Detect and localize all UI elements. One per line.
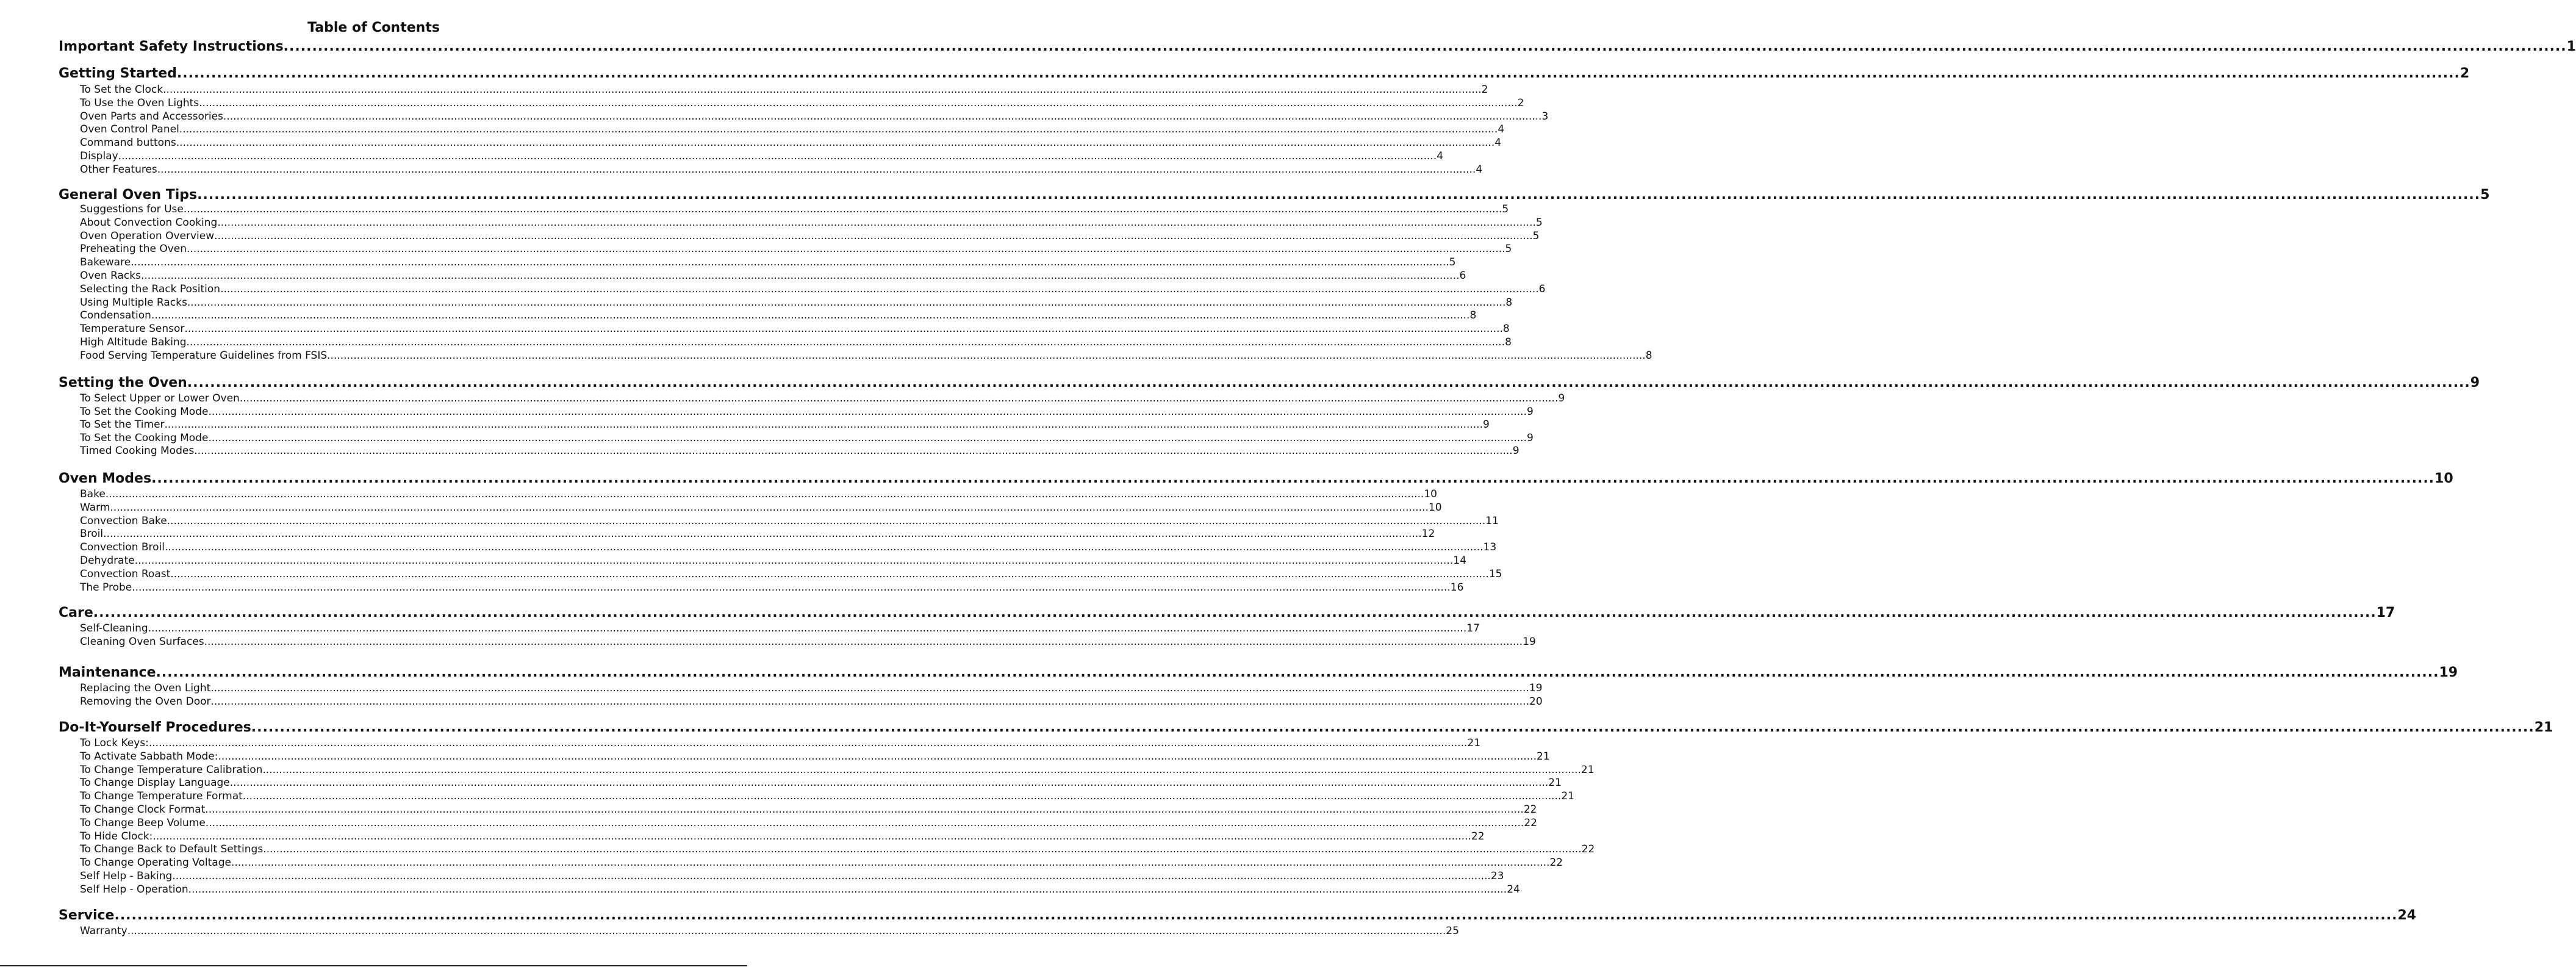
section-page-number: 1 [2566, 39, 2576, 54]
entry-label: Self Help - Operation [80, 883, 188, 896]
toc-entry-to-set-the-cooking-mode[interactable] [80, 405, 1534, 419]
dot-leader: ................................................................................................................................................................................................................................................................................................................................................................................................................ [103, 528, 1422, 540]
entry-page-number: 21 [1548, 777, 1562, 789]
dot-leader: ................................................................................................................................................................................................................................................................................................................................................................................................................ [148, 737, 1468, 749]
entry-page-number: 25 [1446, 925, 1459, 937]
entry-label: To Activate Sabbath Mode: [80, 750, 218, 763]
toc-entry-convection-bake[interactable] [80, 514, 1499, 528]
entry-label: To Change Temperature Calibration [80, 764, 263, 776]
dot-leader: ................................................................................................................................................................................................................................................................................................................................................................................................................ [187, 297, 1506, 309]
toc-entry-oven-racks[interactable] [80, 269, 1466, 282]
toc-entry-to-set-the-cooking-mode[interactable] [80, 431, 1534, 445]
dot-leader: ................................................................................................................................................................................................................................................................................................................................................................................................................ [251, 720, 2535, 735]
entry-label: To Set the Clock [80, 84, 163, 96]
entry-label: Dehydrate [80, 555, 135, 567]
entry-page-number: 24 [1507, 883, 1520, 896]
dot-leader: ................................................................................................................................................................................................................................................................................................................................................................................................................ [176, 137, 1495, 149]
entry-page-number: 9 [1558, 392, 1565, 404]
toc-entry-to-activate-sabbath-mode[interactable] [80, 750, 1550, 763]
entry-label: Convection Roast [80, 568, 171, 580]
entry-label: To Set the Cooking Mode [80, 406, 209, 418]
dot-leader: ................................................................................................................................................................................................................................................................................................................................................................................................................ [167, 515, 1486, 527]
page-title: Table of Contents [307, 20, 440, 35]
toc-section-setting-the-oven[interactable] [59, 374, 2480, 392]
dot-leader: ................................................................................................................................................................................................................................................................................................................................................................................................................ [327, 350, 1646, 362]
entry-page-number: 5 [1502, 203, 1509, 215]
entry-label: To Change Back to Default Settings [80, 843, 264, 855]
entry-page-number: 4 [1498, 123, 1505, 135]
section-page-number: 17 [2376, 605, 2395, 620]
entry-label: To Lock Keys: [80, 737, 149, 749]
entry-page-number: 9 [1512, 445, 1519, 457]
entry-page-number: 5 [1505, 243, 1512, 255]
entry-label: To Change Operating Voltage [80, 857, 231, 869]
toc-entry-warranty[interactable] [80, 924, 1459, 938]
toc-section-oven-modes[interactable] [59, 470, 2453, 488]
toc-entry-to-change-beep-volume[interactable] [80, 816, 1537, 830]
toc-entry-self-help-operation[interactable] [80, 883, 1520, 896]
entry-page-number: 6 [1459, 270, 1466, 282]
entry-page-number: 21 [1580, 764, 1595, 776]
section-title: Setting the Oven [59, 375, 187, 390]
entry-page-number: 4 [1494, 137, 1502, 149]
entry-label: To Set the Timer [80, 419, 165, 431]
entry-label: Warranty [80, 925, 127, 937]
entry-page-number: 5 [1532, 230, 1540, 242]
toc-entry-to-lock-keys[interactable] [80, 736, 1481, 750]
section-title: Oven Modes [59, 471, 152, 486]
section-title: Getting Started [59, 66, 177, 81]
entry-page-number: 19 [1529, 682, 1543, 694]
toc-entry-oven-operation-overview[interactable] [80, 229, 1540, 243]
entry-label: Removing the Oven Door [80, 696, 211, 708]
dot-leader: ................................................................................................................................................................................................................................................................................................................................................................................................................ [165, 541, 1484, 553]
entry-label: The Probe [80, 581, 132, 594]
entry-page-number: 22 [1471, 830, 1485, 843]
dot-leader: ................................................................................................................................................................................................................................................................................................................................................................................................................ [151, 309, 1470, 322]
entry-page-number: 10 [1428, 501, 1442, 514]
section-page-number: 19 [2439, 665, 2458, 680]
entry-page-number: 20 [1529, 696, 1543, 708]
entry-page-number: 10 [1424, 488, 1437, 500]
section-title: Care [59, 605, 93, 620]
dot-leader: ................................................................................................................................................................................................................................................................................................................................................................................................................ [140, 270, 1460, 282]
toc-entry-food-serving-temperature-guidelines-from-fsis[interactable] [80, 349, 1652, 362]
entry-page-number: 21 [1467, 737, 1481, 749]
dot-leader: ................................................................................................................................................................................................................................................................................................................................................................................................................ [229, 777, 1549, 789]
toc-entry-bakeware[interactable] [80, 256, 1456, 269]
entry-label: Command buttons [80, 137, 176, 149]
toc-entry-to-change-back-to-default-settings[interactable] [80, 843, 1595, 856]
section-page-number: 5 [2480, 187, 2490, 203]
toc-section-getting-started[interactable] [59, 65, 2470, 83]
entry-label: Timed Cooking Modes [80, 445, 195, 457]
dot-leader: ................................................................................................................................................................................................................................................................................................................................................................................................................ [214, 230, 1533, 242]
toc-entry-self-cleaning[interactable] [80, 622, 1480, 635]
section-title: General Oven Tips [59, 187, 198, 203]
dot-leader: ................................................................................................................................................................................................................................................................................................................................................................................................................ [231, 857, 1550, 869]
entry-page-number: 5 [1535, 217, 1543, 229]
entry-label: To Use the Oven Lights [80, 97, 199, 109]
entry-page-number: 22 [1524, 817, 1537, 829]
toc-entry-convection-broil[interactable] [80, 541, 1497, 554]
dot-leader: ................................................................................................................................................................................................................................................................................................................................................................................................................ [283, 39, 2567, 54]
toc-entry-warm[interactable] [80, 501, 1442, 514]
entry-label: Oven Parts and Accessories [80, 110, 223, 123]
toc-entry-to-select-upper-or-lower-oven[interactable] [80, 392, 1565, 405]
dot-leader: ................................................................................................................................................................................................................................................................................................................................................................................................................ [204, 636, 1523, 648]
entry-label: To Change Beep Volume [80, 817, 206, 829]
toc-entry-broil[interactable] [80, 527, 1435, 541]
entry-page-number: 13 [1483, 541, 1497, 553]
toc-entry-condensation[interactable] [80, 309, 1477, 322]
toc-entry-cleaning-oven-surfaces[interactable] [80, 635, 1536, 649]
toc-entry-preheating-the-oven[interactable] [80, 242, 1512, 256]
entry-label: Suggestions for Use [80, 203, 184, 215]
entry-label: Bake [80, 488, 106, 500]
entry-label: Temperature Sensor [80, 323, 185, 335]
dot-leader: ................................................................................................................................................................................................................................................................................................................................................................................................................ [208, 406, 1527, 418]
toc-entry-the-probe[interactable] [80, 581, 1464, 594]
page-bottom-rule [0, 965, 747, 966]
entry-label: Selecting the Rack Position [80, 283, 221, 295]
toc-entry-oven-control-panel[interactable] [80, 123, 1505, 136]
dot-leader: ................................................................................................................................................................................................................................................................................................................................................................................................................ [132, 581, 1451, 594]
dot-leader: ................................................................................................................................................................................................................................................................................................................................................................................................................ [156, 665, 2439, 680]
entry-page-number: 21 [1537, 750, 1550, 763]
entry-label: Cleaning Oven Surfaces [80, 636, 204, 648]
entry-page-number: 17 [1466, 622, 1480, 634]
dot-leader: ................................................................................................................................................................................................................................................................................................................................................................................................................ [152, 830, 1471, 843]
entry-label: Preheating the Oven [80, 243, 187, 255]
toc-entry-using-multiple-racks[interactable] [80, 296, 1513, 309]
toc-section-important-safety-instructions[interactable] [59, 38, 2576, 56]
entry-label: Food Serving Temperature Guidelines from FSIS [80, 350, 328, 362]
entry-label: Convection Broil [80, 541, 165, 553]
entry-label: Oven Operation Overview [80, 230, 215, 242]
section-title: Maintenance [59, 665, 156, 680]
entry-label: About Convection Cooking [80, 217, 218, 229]
toc-entry-suggestions-for-use[interactable] [80, 203, 1509, 216]
dot-leader: ................................................................................................................................................................................................................................................................................................................................................................................................................ [220, 283, 1539, 295]
dot-leader: ................................................................................................................................................................................................................................................................................................................................................................................................................ [210, 696, 1530, 708]
toc-section-care[interactable] [59, 604, 2395, 622]
entry-page-number: 22 [1581, 843, 1595, 855]
entry-page-number: 8 [1502, 323, 1510, 335]
toc-entry-bake[interactable] [80, 487, 1437, 501]
toc-entry-high-altitude-baking[interactable] [80, 336, 1512, 349]
toc-entry-removing-the-oven-door[interactable] [80, 695, 1543, 708]
toc-entry-to-set-the-clock[interactable] [80, 83, 1488, 96]
dot-leader: ................................................................................................................................................................................................................................................................................................................................................................................................................ [183, 203, 1502, 215]
dot-leader: ................................................................................................................................................................................................................................................................................................................................................................................................................ [148, 622, 1467, 634]
dot-leader: ................................................................................................................................................................................................................................................................................................................................................................................................................ [93, 605, 2377, 620]
entry-label: To Hide Clock: [80, 830, 153, 843]
toc-entry-convection-roast[interactable] [80, 567, 1502, 581]
dot-leader: ................................................................................................................................................................................................................................................................................................................................................................................................................ [205, 803, 1524, 816]
dot-leader: ................................................................................................................................................................................................................................................................................................................................................................................................................ [118, 150, 1437, 162]
toc-entry-about-convection-cooking[interactable] [80, 216, 1543, 229]
entry-page-number: 22 [1523, 803, 1537, 816]
dot-leader: ................................................................................................................................................................................................................................................................................................................................................................................................................ [163, 84, 1482, 96]
toc-entry-to-hide-clock[interactable] [80, 830, 1485, 843]
entry-label: Broil [80, 528, 104, 540]
entry-label: Bakeware [80, 256, 131, 268]
entry-label: Self Help - Baking [80, 870, 173, 882]
toc-entry-self-help-baking[interactable] [80, 869, 1504, 883]
entry-label: To Select Upper or Lower Oven [80, 392, 240, 404]
toc-entry-selecting-the-rack-position[interactable] [80, 282, 1546, 296]
dot-leader: ................................................................................................................................................................................................................................................................................................................................................................................................................ [217, 217, 1536, 229]
dot-leader: ................................................................................................................................................................................................................................................................................................................................................................................................................ [127, 925, 1446, 937]
toc-entry-to-set-the-timer[interactable] [80, 418, 1490, 431]
entry-page-number: 14 [1453, 555, 1466, 567]
entry-page-number: 15 [1488, 568, 1502, 580]
entry-page-number: 21 [1561, 790, 1574, 802]
dot-leader: ................................................................................................................................................................................................................................................................................................................................................................................................................ [194, 445, 1513, 457]
entry-page-number: 22 [1549, 857, 1563, 869]
dot-leader: ................................................................................................................................................................................................................................................................................................................................................................................................................ [131, 256, 1449, 268]
entry-page-number: 23 [1490, 870, 1504, 882]
dot-leader: ................................................................................................................................................................................................................................................................................................................................................................................................................ [210, 682, 1529, 694]
entry-label: Convection Bake [80, 515, 167, 527]
section-title: Important Safety Instructions [59, 39, 284, 54]
entry-page-number: 5 [1449, 256, 1456, 268]
entry-label: Other Features [80, 164, 157, 176]
entry-label: To Set the Cooking Mode [80, 432, 209, 444]
toc-entry-other-features[interactable] [80, 163, 1483, 176]
entry-label: Condensation [80, 309, 151, 322]
dot-leader: ................................................................................................................................................................................................................................................................................................................................................................................................................ [170, 568, 1489, 580]
dot-leader: ................................................................................................................................................................................................................................................................................................................................................................................................................ [187, 243, 1505, 255]
dot-leader: ................................................................................................................................................................................................................................................................................................................................................................................................................ [242, 790, 1562, 802]
entry-label: High Altitude Baking [80, 336, 187, 348]
toc-entry-dehydrate[interactable] [80, 554, 1466, 567]
dot-leader: ................................................................................................................................................................................................................................................................................................................................................................................................................ [263, 843, 1582, 855]
toc-entry-to-change-temperature-calibration[interactable] [80, 763, 1595, 777]
entry-page-number: 12 [1421, 528, 1435, 540]
entry-page-number: 9 [1526, 406, 1534, 418]
dot-leader: ................................................................................................................................................................................................................................................................................................................................................................................................................ [239, 392, 1559, 404]
section-page-number: 9 [2470, 375, 2480, 390]
dot-leader: ................................................................................................................................................................................................................................................................................................................................................................................................................ [199, 97, 1518, 109]
entry-page-number: 9 [1483, 419, 1490, 431]
entry-label: Using Multiple Racks [80, 297, 187, 309]
entry-page-number: 2 [1481, 84, 1488, 96]
toc-entry-temperature-sensor[interactable] [80, 322, 1510, 336]
toc-entry-display[interactable] [80, 149, 1444, 163]
dot-leader: ................................................................................................................................................................................................................................................................................................................................................................................................................ [205, 817, 1524, 829]
dot-leader: ................................................................................................................................................................................................................................................................................................................................................................................................................ [176, 66, 2460, 81]
toc-entry-to-change-temperature-format[interactable] [80, 789, 1574, 803]
dot-leader: ................................................................................................................................................................................................................................................................................................................................................................................................................ [186, 336, 1505, 348]
toc-entry-to-use-the-oven-lights[interactable] [80, 96, 1524, 110]
dot-leader: ................................................................................................................................................................................................................................................................................................................................................................................................................ [151, 471, 2435, 486]
entry-label: To Change Display Language [80, 777, 230, 789]
entry-page-number: 11 [1485, 515, 1499, 527]
section-page-number: 24 [2397, 908, 2417, 923]
dot-leader: ................................................................................................................................................................................................................................................................................................................................................................................................................ [114, 908, 2398, 923]
toc-entry-replacing-the-oven-light[interactable] [80, 681, 1543, 695]
entry-page-number: 4 [1437, 150, 1444, 162]
entry-page-number: 2 [1517, 97, 1524, 109]
dot-leader: ................................................................................................................................................................................................................................................................................................................................................................................................................ [179, 123, 1498, 135]
toc-entry-to-change-operating-voltage[interactable] [80, 856, 1563, 869]
dot-leader: ................................................................................................................................................................................................................................................................................................................................................................................................................ [197, 187, 2481, 203]
entry-page-number: 8 [1469, 309, 1477, 322]
toc-entry-timed-cooking-modes[interactable] [80, 444, 1519, 458]
dot-leader: ................................................................................................................................................................................................................................................................................................................................................................................................................ [164, 419, 1484, 431]
entry-page-number: 8 [1645, 350, 1652, 362]
toc-entry-command-buttons[interactable] [80, 136, 1502, 149]
dot-leader: ................................................................................................................................................................................................................................................................................................................................................................................................................ [208, 432, 1527, 444]
toc-section-maintenance[interactable] [59, 664, 2458, 682]
entry-page-number: 8 [1505, 297, 1513, 309]
dot-leader: ................................................................................................................................................................................................................................................................................................................................................................................................................ [188, 883, 1507, 896]
entry-label: Display [80, 150, 118, 162]
entry-page-number: 8 [1505, 336, 1512, 348]
dot-leader: ................................................................................................................................................................................................................................................................................................................................................................................................................ [172, 870, 1491, 882]
section-page-number: 10 [2434, 471, 2453, 486]
section-title: Service [59, 908, 115, 923]
section-title: Do-It-Yourself Procedures [59, 720, 251, 735]
toc-section-do-it-yourself-procedures[interactable] [59, 719, 2553, 737]
entry-label: Warm [80, 501, 110, 514]
dot-leader: ................................................................................................................................................................................................................................................................................................................................................................................................................ [223, 110, 1542, 123]
entry-page-number: 19 [1523, 636, 1536, 648]
section-page-number: 2 [2459, 66, 2470, 81]
toc-section-general-oven-tips[interactable] [59, 186, 2490, 204]
dot-leader: ................................................................................................................................................................................................................................................................................................................................................................................................................ [105, 488, 1424, 500]
entry-page-number: 3 [1541, 110, 1549, 123]
entry-label: Replacing the Oven Light [80, 682, 211, 694]
dot-leader: ................................................................................................................................................................................................................................................................................................................................................................................................................ [134, 555, 1454, 567]
section-page-number: 21 [2534, 720, 2553, 735]
entry-page-number: 16 [1450, 581, 1464, 594]
entry-label: Self-Cleaning [80, 622, 148, 634]
entry-page-number: 6 [1538, 283, 1546, 295]
entry-label: Oven Racks [80, 270, 141, 282]
entry-label: To Change Clock Format [80, 803, 206, 816]
dot-leader: ................................................................................................................................................................................................................................................................................................................................................................................................................ [218, 750, 1537, 763]
dot-leader: ................................................................................................................................................................................................................................................................................................................................................................................................................ [184, 323, 1503, 335]
toc-section-service[interactable] [59, 907, 2417, 925]
entry-page-number: 9 [1526, 432, 1534, 444]
toc-entry-to-change-clock-format[interactable] [80, 803, 1537, 816]
entry-label: Oven Control Panel [80, 123, 179, 135]
dot-leader: ................................................................................................................................................................................................................................................................................................................................................................................................................ [187, 375, 2470, 390]
dot-leader: ................................................................................................................................................................................................................................................................................................................................................................................................................ [157, 164, 1476, 176]
entry-page-number: 4 [1476, 164, 1483, 176]
toc-entry-to-change-display-language[interactable] [80, 776, 1562, 789]
toc-entry-oven-parts-and-accessories[interactable] [80, 110, 1549, 123]
dot-leader: ................................................................................................................................................................................................................................................................................................................................................................................................................ [262, 764, 1581, 776]
dot-leader: ................................................................................................................................................................................................................................................................................................................................................................................................................ [110, 501, 1429, 514]
entry-label: To Change Temperature Format [80, 790, 243, 802]
